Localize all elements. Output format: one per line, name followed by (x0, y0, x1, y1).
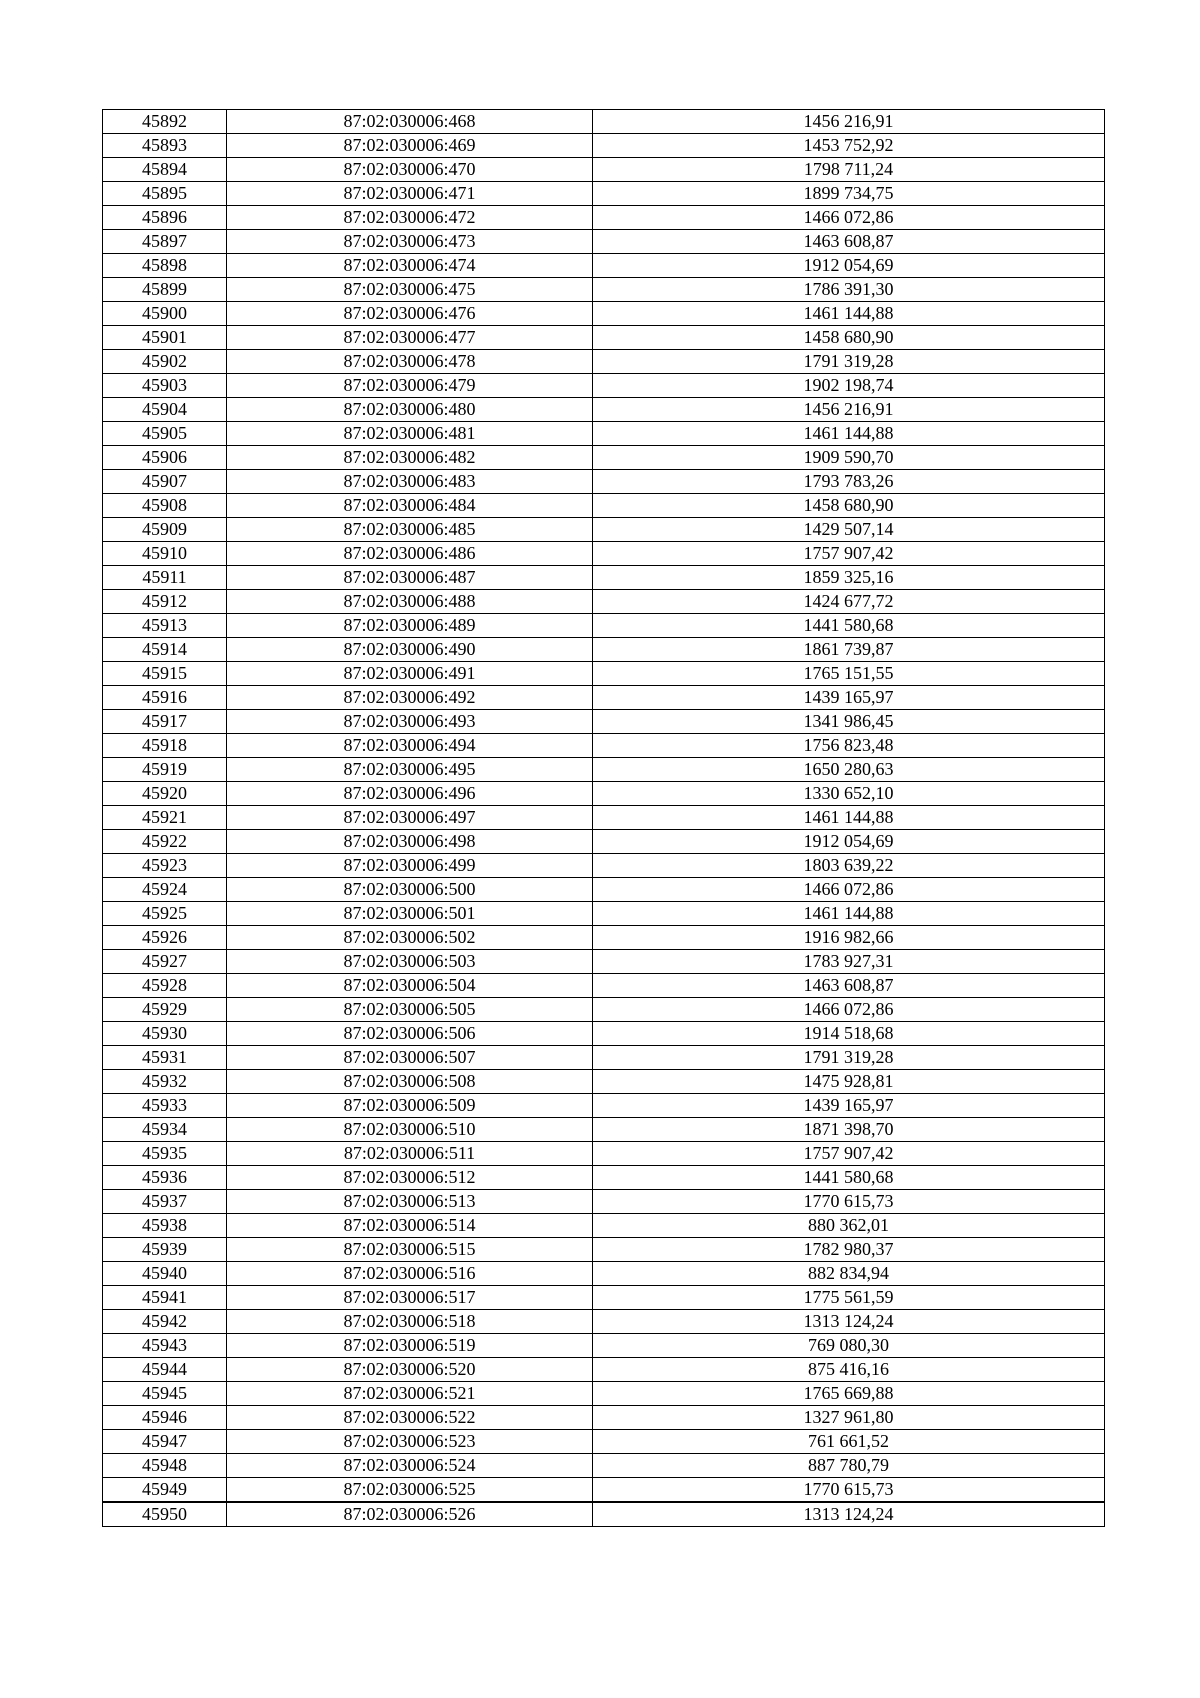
cadastral-number-cell: 87:02:030006:502 (227, 926, 593, 950)
table-row (103, 662, 1105, 686)
table-row (103, 1310, 1105, 1334)
table-row (103, 1478, 1105, 1503)
cadastral-value-cell: 1439 165,97 (593, 1094, 1105, 1118)
cadastral-number-cell: 87:02:030006:517 (227, 1286, 593, 1310)
table-row (103, 1262, 1105, 1286)
cadastral-number-cell: 87:02:030006:468 (227, 110, 593, 134)
table-row (103, 1118, 1105, 1142)
table-row (103, 230, 1105, 254)
row-number-cell: 45914 (103, 638, 227, 662)
row-number-cell: 45937 (103, 1190, 227, 1214)
row-number-cell: 45926 (103, 926, 227, 950)
cadastral-value-cell: 1456 216,91 (593, 398, 1105, 422)
cadastral-value-cell: 1330 652,10 (593, 782, 1105, 806)
cadastral-number-cell: 87:02:030006:515 (227, 1238, 593, 1262)
cadastral-number-cell: 87:02:030006:493 (227, 710, 593, 734)
row-number-cell: 45894 (103, 158, 227, 182)
cadastral-number-cell: 87:02:030006:516 (227, 1262, 593, 1286)
cadastral-number-cell: 87:02:030006:473 (227, 230, 593, 254)
cadastral-value-cell: 1786 391,30 (593, 278, 1105, 302)
cadastral-number-cell: 87:02:030006:482 (227, 446, 593, 470)
cadastral-number-cell: 87:02:030006:507 (227, 1046, 593, 1070)
row-number-cell: 45902 (103, 350, 227, 374)
cadastral-number-cell: 87:02:030006:483 (227, 470, 593, 494)
cadastral-number-cell: 87:02:030006:509 (227, 1094, 593, 1118)
cadastral-number-cell: 87:02:030006:503 (227, 950, 593, 974)
cadastral-value-cell: 1914 518,68 (593, 1022, 1105, 1046)
table-row (103, 1430, 1105, 1454)
table-row (103, 446, 1105, 470)
table-row (103, 1046, 1105, 1070)
table-row (103, 710, 1105, 734)
cadastral-number-cell: 87:02:030006:525 (227, 1478, 593, 1503)
cadastral-number-cell: 87:02:030006:495 (227, 758, 593, 782)
cadastral-value-cell: 1461 144,88 (593, 422, 1105, 446)
cadastral-value-cell: 1313 124,24 (593, 1502, 1105, 1527)
cadastral-value-cell: 875 416,16 (593, 1358, 1105, 1382)
cadastral-value-cell: 1650 280,63 (593, 758, 1105, 782)
row-number-cell: 45905 (103, 422, 227, 446)
cadastral-value-cell: 1429 507,14 (593, 518, 1105, 542)
cadastral-value-cell: 1466 072,86 (593, 998, 1105, 1022)
table-row (103, 614, 1105, 638)
table-row (103, 422, 1105, 446)
cadastral-number-cell: 87:02:030006:510 (227, 1118, 593, 1142)
cadastral-number-cell: 87:02:030006:479 (227, 374, 593, 398)
cadastral-number-cell: 87:02:030006:500 (227, 878, 593, 902)
cadastral-value-cell: 1313 124,24 (593, 1310, 1105, 1334)
cadastral-value-cell: 1871 398,70 (593, 1118, 1105, 1142)
table-row (103, 350, 1105, 374)
row-number-cell: 45947 (103, 1430, 227, 1454)
row-number-cell: 45898 (103, 254, 227, 278)
cadastral-number-cell: 87:02:030006:520 (227, 1358, 593, 1382)
cadastral-value-cell: 1782 980,37 (593, 1238, 1105, 1262)
cadastral-number-cell: 87:02:030006:499 (227, 854, 593, 878)
row-number-cell: 45931 (103, 1046, 227, 1070)
row-number-cell: 45927 (103, 950, 227, 974)
table-row (103, 638, 1105, 662)
table-row (103, 134, 1105, 158)
cadastral-value-cell: 1902 198,74 (593, 374, 1105, 398)
table-row (103, 1190, 1105, 1214)
cadastral-value-cell: 1859 325,16 (593, 566, 1105, 590)
row-number-cell: 45942 (103, 1310, 227, 1334)
table-row (103, 302, 1105, 326)
table-row (103, 1358, 1105, 1382)
row-number-cell: 45946 (103, 1406, 227, 1430)
cadastral-number-cell: 87:02:030006:494 (227, 734, 593, 758)
cadastral-value-cell: 1765 669,88 (593, 1382, 1105, 1406)
row-number-cell: 45900 (103, 302, 227, 326)
row-number-cell: 45938 (103, 1214, 227, 1238)
cadastral-number-cell: 87:02:030006:471 (227, 182, 593, 206)
row-number-cell: 45911 (103, 566, 227, 590)
cadastral-value-cell: 1424 677,72 (593, 590, 1105, 614)
table-row (103, 1406, 1105, 1430)
cadastral-value-cell: 887 780,79 (593, 1454, 1105, 1478)
row-number-cell: 45935 (103, 1142, 227, 1166)
cadastral-number-cell: 87:02:030006:491 (227, 662, 593, 686)
cadastral-value-cell: 1798 711,24 (593, 158, 1105, 182)
cadastral-number-cell: 87:02:030006:492 (227, 686, 593, 710)
table-row (103, 782, 1105, 806)
cadastral-number-cell: 87:02:030006:505 (227, 998, 593, 1022)
cadastral-number-cell: 87:02:030006:512 (227, 1166, 593, 1190)
cadastral-number-cell: 87:02:030006:486 (227, 542, 593, 566)
cadastral-value-cell: 1791 319,28 (593, 1046, 1105, 1070)
row-number-cell: 45892 (103, 110, 227, 134)
table-row (103, 926, 1105, 950)
row-number-cell: 45908 (103, 494, 227, 518)
cadastral-value-cell: 1341 986,45 (593, 710, 1105, 734)
cadastral-value-cell: 1793 783,26 (593, 470, 1105, 494)
table-row (103, 758, 1105, 782)
table-row (103, 374, 1105, 398)
table-row (103, 1454, 1105, 1478)
cadastral-value-cell: 1909 590,70 (593, 446, 1105, 470)
cadastral-value-cell: 1899 734,75 (593, 182, 1105, 206)
row-number-cell: 45915 (103, 662, 227, 686)
row-number-cell: 45916 (103, 686, 227, 710)
row-number-cell: 45899 (103, 278, 227, 302)
row-number-cell: 45918 (103, 734, 227, 758)
cadastral-value-cell: 1756 823,48 (593, 734, 1105, 758)
cadastral-number-cell: 87:02:030006:477 (227, 326, 593, 350)
cadastral-value-cell: 1775 561,59 (593, 1286, 1105, 1310)
cadastral-number-cell: 87:02:030006:519 (227, 1334, 593, 1358)
table-row (103, 950, 1105, 974)
cadastral-value-cell: 761 661,52 (593, 1430, 1105, 1454)
cadastral-number-cell: 87:02:030006:489 (227, 614, 593, 638)
cadastral-number-cell: 87:02:030006:490 (227, 638, 593, 662)
row-number-cell: 45950 (103, 1502, 227, 1527)
cadastral-number-cell: 87:02:030006:513 (227, 1190, 593, 1214)
row-number-cell: 45921 (103, 806, 227, 830)
table-row (103, 974, 1105, 998)
row-number-cell: 45903 (103, 374, 227, 398)
row-number-cell: 45948 (103, 1454, 227, 1478)
table-row (103, 1070, 1105, 1094)
table-row (103, 854, 1105, 878)
cadastral-number-cell: 87:02:030006:485 (227, 518, 593, 542)
table-row (103, 590, 1105, 614)
row-number-cell: 45901 (103, 326, 227, 350)
cadastral-value-cell: 1441 580,68 (593, 614, 1105, 638)
cadastral-number-cell: 87:02:030006:480 (227, 398, 593, 422)
table-row (103, 518, 1105, 542)
cadastral-value-cell: 1439 165,97 (593, 686, 1105, 710)
cadastral-value-cell: 1803 639,22 (593, 854, 1105, 878)
table-row (103, 878, 1105, 902)
row-number-cell: 45941 (103, 1286, 227, 1310)
table-row (103, 1334, 1105, 1358)
table-row (103, 494, 1105, 518)
row-number-cell: 45923 (103, 854, 227, 878)
cadastral-value-cell: 1441 580,68 (593, 1166, 1105, 1190)
cadastral-value-cell: 1770 615,73 (593, 1478, 1105, 1503)
cadastral-number-cell: 87:02:030006:524 (227, 1454, 593, 1478)
cadastral-value-cell: 1461 144,88 (593, 902, 1105, 926)
cadastral-number-cell: 87:02:030006:497 (227, 806, 593, 830)
row-number-cell: 45944 (103, 1358, 227, 1382)
table-row (103, 1094, 1105, 1118)
cadastral-value-cell: 1463 608,87 (593, 974, 1105, 998)
cadastral-value-cell: 1453 752,92 (593, 134, 1105, 158)
cadastral-number-cell: 87:02:030006:470 (227, 158, 593, 182)
cadastral-number-cell: 87:02:030006:496 (227, 782, 593, 806)
cadastral-value-cell: 1757 907,42 (593, 1142, 1105, 1166)
cadastral-value-table (102, 109, 1105, 1527)
table-row (103, 806, 1105, 830)
row-number-cell: 45934 (103, 1118, 227, 1142)
row-number-cell: 45893 (103, 134, 227, 158)
table-row (103, 1382, 1105, 1406)
table-row (103, 182, 1105, 206)
cadastral-value-cell: 1466 072,86 (593, 206, 1105, 230)
cadastral-value-cell: 1912 054,69 (593, 254, 1105, 278)
cadastral-number-cell: 87:02:030006:481 (227, 422, 593, 446)
cadastral-number-cell: 87:02:030006:498 (227, 830, 593, 854)
row-number-cell: 45940 (103, 1262, 227, 1286)
table-row (103, 566, 1105, 590)
cadastral-number-cell: 87:02:030006:504 (227, 974, 593, 998)
cadastral-value-cell: 1456 216,91 (593, 110, 1105, 134)
table-row (103, 830, 1105, 854)
cadastral-number-cell: 87:02:030006:469 (227, 134, 593, 158)
cadastral-value-cell: 1461 144,88 (593, 806, 1105, 830)
cadastral-number-cell: 87:02:030006:487 (227, 566, 593, 590)
row-number-cell: 45925 (103, 902, 227, 926)
row-number-cell: 45932 (103, 1070, 227, 1094)
table-row (103, 158, 1105, 182)
row-number-cell: 45896 (103, 206, 227, 230)
row-number-cell: 45949 (103, 1478, 227, 1503)
row-number-cell: 45928 (103, 974, 227, 998)
row-number-cell: 45929 (103, 998, 227, 1022)
table-row (103, 206, 1105, 230)
row-number-cell: 45943 (103, 1334, 227, 1358)
cadastral-value-cell: 1912 054,69 (593, 830, 1105, 854)
cadastral-number-cell: 87:02:030006:511 (227, 1142, 593, 1166)
cadastral-value-cell: 1916 982,66 (593, 926, 1105, 950)
cadastral-number-cell: 87:02:030006:501 (227, 902, 593, 926)
cadastral-value-cell: 1458 680,90 (593, 494, 1105, 518)
row-number-cell: 45906 (103, 446, 227, 470)
cadastral-value-cell: 1463 608,87 (593, 230, 1105, 254)
cadastral-value-cell: 1461 144,88 (593, 302, 1105, 326)
table-row (103, 1166, 1105, 1190)
row-number-cell: 45912 (103, 590, 227, 614)
cadastral-number-cell: 87:02:030006:526 (227, 1502, 593, 1527)
row-number-cell: 45930 (103, 1022, 227, 1046)
cadastral-value-cell: 1765 151,55 (593, 662, 1105, 686)
table-row (103, 398, 1105, 422)
row-number-cell: 45920 (103, 782, 227, 806)
row-number-cell: 45939 (103, 1238, 227, 1262)
table-row (103, 734, 1105, 758)
table-row (103, 254, 1105, 278)
table-row (103, 470, 1105, 494)
row-number-cell: 45945 (103, 1382, 227, 1406)
table-row (103, 1238, 1105, 1262)
row-number-cell: 45933 (103, 1094, 227, 1118)
row-number-cell: 45913 (103, 614, 227, 638)
cadastral-value-cell: 1475 928,81 (593, 1070, 1105, 1094)
table-row (103, 1142, 1105, 1166)
cadastral-value-cell: 1861 739,87 (593, 638, 1105, 662)
cadastral-number-cell: 87:02:030006:472 (227, 206, 593, 230)
cadastral-value-cell: 1458 680,90 (593, 326, 1105, 350)
row-number-cell: 45922 (103, 830, 227, 854)
cadastral-number-cell: 87:02:030006:474 (227, 254, 593, 278)
row-number-cell: 45904 (103, 398, 227, 422)
row-number-cell: 45895 (103, 182, 227, 206)
table-row (103, 902, 1105, 926)
row-number-cell: 45919 (103, 758, 227, 782)
table-row (103, 1022, 1105, 1046)
cadastral-value-cell: 1783 927,31 (593, 950, 1105, 974)
cadastral-number-cell: 87:02:030006:506 (227, 1022, 593, 1046)
row-number-cell: 45917 (103, 710, 227, 734)
row-number-cell: 45924 (103, 878, 227, 902)
row-number-cell: 45936 (103, 1166, 227, 1190)
cadastral-number-cell: 87:02:030006:475 (227, 278, 593, 302)
cadastral-number-cell: 87:02:030006:518 (227, 1310, 593, 1334)
cadastral-value-cell: 882 834,94 (593, 1262, 1105, 1286)
cadastral-value-cell: 1791 319,28 (593, 350, 1105, 374)
cadastral-value-cell: 880 362,01 (593, 1214, 1105, 1238)
cadastral-value-cell: 1327 961,80 (593, 1406, 1105, 1430)
cadastral-number-cell: 87:02:030006:523 (227, 1430, 593, 1454)
cadastral-value-cell: 1757 907,42 (593, 542, 1105, 566)
table-row (103, 110, 1105, 134)
row-number-cell: 45910 (103, 542, 227, 566)
table-row (103, 686, 1105, 710)
cadastral-value-cell: 1466 072,86 (593, 878, 1105, 902)
cadastral-number-cell: 87:02:030006:514 (227, 1214, 593, 1238)
table-row (103, 1214, 1105, 1238)
table-row (103, 1286, 1105, 1310)
table-row (103, 542, 1105, 566)
row-number-cell: 45907 (103, 470, 227, 494)
table-body (103, 110, 1105, 1527)
table-row (103, 326, 1105, 350)
cadastral-number-cell: 87:02:030006:484 (227, 494, 593, 518)
cadastral-number-cell: 87:02:030006:522 (227, 1406, 593, 1430)
cadastral-number-cell: 87:02:030006:508 (227, 1070, 593, 1094)
cadastral-number-cell: 87:02:030006:521 (227, 1382, 593, 1406)
cadastral-value-cell: 1770 615,73 (593, 1190, 1105, 1214)
table-row (103, 278, 1105, 302)
row-number-cell: 45909 (103, 518, 227, 542)
row-number-cell: 45897 (103, 230, 227, 254)
cadastral-number-cell: 87:02:030006:476 (227, 302, 593, 326)
cadastral-number-cell: 87:02:030006:478 (227, 350, 593, 374)
table-row (103, 998, 1105, 1022)
table-row (103, 1502, 1105, 1527)
cadastral-number-cell: 87:02:030006:488 (227, 590, 593, 614)
cadastral-value-cell: 769 080,30 (593, 1334, 1105, 1358)
